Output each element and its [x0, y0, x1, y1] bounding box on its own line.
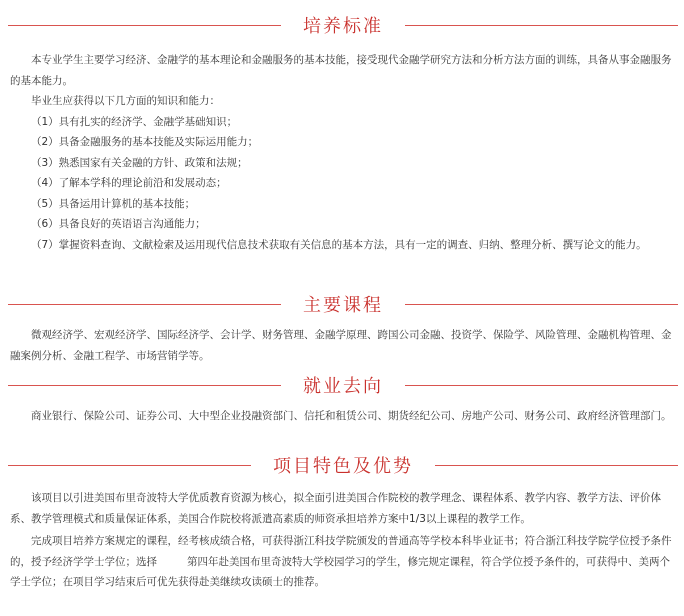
- standards-content: [10, 50, 676, 255]
- standards-item-6: （6）具备良好的英语语言沟通能力；: [31, 218, 206, 230]
- standards-item-2: （2）具备金融服务的基本技能及实际运用能力；: [31, 136, 259, 148]
- divider-right: [435, 465, 678, 466]
- section-header-standards: [8, 10, 678, 40]
- divider-right: [405, 304, 678, 305]
- divider-right: [405, 25, 678, 26]
- section-title-features: 项目特色及优势: [273, 456, 413, 477]
- standards-intro: 本专业学生主要学习经济、金融学的基本理论和金融服务的基本技能，接受现代金融学研究方法和分析方法方面的训练，具备从事金融服务的基本能力。: [10, 54, 672, 87]
- standards-item-3: （3）熟悉国家有关金融的方针、政策和法规；: [31, 156, 248, 169]
- features-content: [10, 488, 676, 593]
- standards-lead: 毕业生应获得以下几方面的知识和能力：: [31, 95, 220, 107]
- careers-text: 商业银行、保险公司、证券公司、大中型企业投融资部门、信托和租赁公司、期货经纪公司、房地产公司、财务公司、政府经济管理部门。: [31, 410, 672, 422]
- features-paragraph-2: 完成项目培养方案规定的课程，经考核成绩合格，可获得浙江科技学院颁发的普通高等学校本科毕业证书；符合浙江科技学院学位授予条件的，授予经济学学士学位；选择 第四年赴美国布里奇波特大学校园学习的学生，修完规定课程，符合学位授予条件的，可获得中、美两个学士学位；在项目学习结束后可优先获得赴美继续攻读硕士的推荐。: [10, 535, 672, 588]
- courses-content: [10, 325, 676, 366]
- standards-item-1: （1）具有扎实的经济学、金融学基础知识；: [31, 115, 238, 128]
- divider-left: [8, 385, 281, 386]
- section-header-features: [8, 450, 678, 480]
- divider-left: [8, 25, 281, 26]
- section-header-careers: [8, 370, 678, 400]
- section-title-careers: 就业去向: [303, 376, 383, 397]
- divider-left: [8, 465, 251, 466]
- section-title-standards: 培养标准: [303, 16, 383, 37]
- section-title-courses: 主要课程: [303, 295, 383, 316]
- features-paragraph-1: 该项目以引进美国布里奇波特大学优质教育资源为核心，拟全面引进美国合作院校的教学理念、课程体系、教学内容、教学方法、评价体系、教学管理模式和质量保证体系，美国合作院校将派遣高素质的师资承担培养方案中1/3以上课程的教学工作。: [10, 492, 661, 525]
- divider-left: [8, 304, 281, 305]
- courses-text: 微观经济学、宏观经济学、国际经济学、会计学、财务管理、金融学原理、跨国公司金融、投资学、保险学、风险管理、金融机构管理、金融案例分析、金融工程学、市场营销学等。: [10, 329, 672, 362]
- standards-item-7: （7）掌握资料查询、文献检索及运用现代信息技术获取有关信息的基本方法，具有一定的调查、归纳、整理分析、撰写论文的能力。: [31, 238, 647, 251]
- careers-content: [10, 406, 676, 427]
- standards-item-5: （5）具备运用计算机的基本技能；: [31, 197, 196, 210]
- divider-right: [405, 385, 678, 386]
- standards-item-4: （4）了解本学科的理论前沿和发展动态；: [31, 177, 227, 189]
- section-header-courses: [8, 289, 678, 319]
